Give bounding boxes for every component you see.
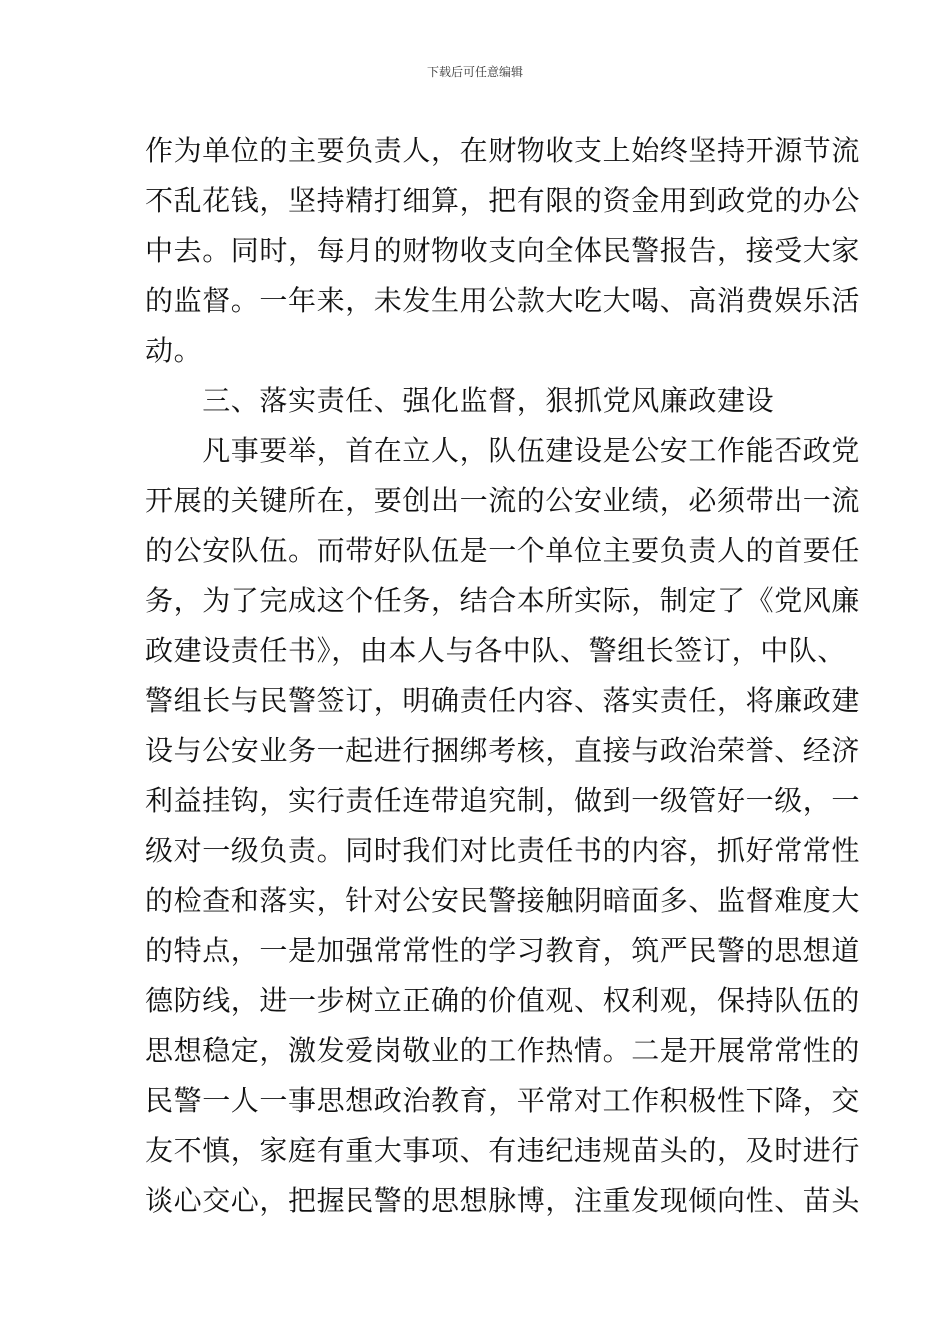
text-line: 的特点，一是加强常常性的学习教育，筑严民警的思想道 bbox=[145, 934, 861, 967]
text-line: 不乱花钱，坚持精打细算，把有限的资金用到政党的办公 bbox=[145, 184, 861, 217]
text-line: 政建设责任书》，由本人与各中队、警组长签订，中队、 bbox=[145, 634, 847, 667]
text-line: 务，为了完成这个任务，结合本所实际，制定了《党风廉 bbox=[145, 584, 861, 617]
text-line: 警组长与民警签订，明确责任内容、落实责任，将廉政建 bbox=[145, 684, 861, 717]
section-heading: 三、落实责任、强化监督，狠抓党风廉政建设 bbox=[145, 384, 775, 417]
text-line: 开展的关键所在，要创出一流的公安业绩，必须带出一流 bbox=[145, 484, 861, 517]
text-line: 德防线，进一步树立正确的价值观、权利观，保持队伍的 bbox=[145, 984, 861, 1017]
text-line: 的监督。一年来，未发生用公款大吃大喝、高消费娱乐活 bbox=[145, 284, 861, 317]
text-line: 友不慎，家庭有重大事项、有违纪违规苗头的，及时进行 bbox=[145, 1134, 861, 1167]
text-line: 级对一级负责。同时我们对比责任书的内容，抓好常常性 bbox=[145, 834, 861, 867]
text-line: 设与公安业务一起进行捆绑考核，直接与政治荣誉、经济 bbox=[145, 734, 861, 767]
text-line: 中去。同时，每月的财物收支向全体民警报告，接受大家 bbox=[145, 234, 861, 267]
document-body bbox=[145, 126, 861, 1226]
text-line: 凡事要举，首在立人，队伍建设是公安工作能否政党 bbox=[145, 434, 861, 467]
text-line: 民警一人一事思想政治教育，平常对工作积极性下降，交 bbox=[145, 1084, 861, 1117]
text-line: 的检查和落实，针对公安民警接触阴暗面多、监督难度大 bbox=[145, 884, 861, 917]
text-line: 动。 bbox=[145, 334, 203, 367]
text-line: 的公安队伍。而带好队伍是一个单位主要负责人的首要任 bbox=[145, 534, 861, 567]
text-line: 利益挂钩，实行责任连带追究制，做到一级管好一级，一 bbox=[145, 784, 861, 817]
page-header: 下载后可任意编辑 bbox=[426, 65, 523, 79]
text-line: 作为单位的主要负责人，在财物收支上始终坚持开源节流 bbox=[145, 134, 861, 167]
text-line: 思想稳定，激发爱岗敬业的工作热情。二是开展常常性的 bbox=[145, 1034, 861, 1067]
text-line: 谈心交心，把握民警的思想脉博，注重发现倾向性、苗头 bbox=[145, 1184, 861, 1217]
